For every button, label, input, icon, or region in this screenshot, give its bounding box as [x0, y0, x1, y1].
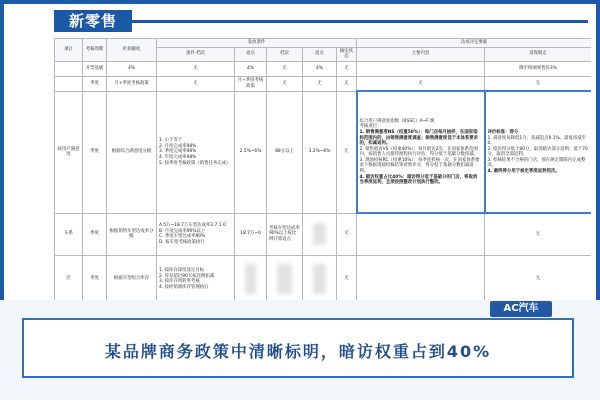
highlighted-limit-cell — [485, 91, 592, 213]
table-row-series — [55, 213, 592, 255]
table-cell: 无 — [357, 76, 485, 91]
table-cell: 月+季度考核政策 — [107, 76, 157, 91]
table-cell: 4% — [107, 61, 157, 76]
table-cell: 无 — [485, 76, 592, 91]
table-cell: 无 — [337, 255, 357, 300]
section-divider — [132, 20, 588, 23]
table-cell: 季度 — [83, 255, 107, 300]
highlighted-policy-cell — [357, 91, 485, 213]
table-cell: 4% — [235, 61, 267, 76]
table-cell: 季度 — [83, 76, 107, 91]
policy-table-container — [54, 38, 591, 300]
table-cell: 月+季度考核政策 — [235, 76, 267, 91]
table-cell: A.5万~18.7万车型达成率3.7:1.0 B. 月度完成率90%以上 C. 季度车型达成率90% D. 按车型考核政策执行 — [157, 213, 235, 255]
table-cell: 3.2%~6% — [303, 91, 337, 213]
header-evaluation: 达成评定要素 — [357, 39, 592, 48]
table-row-store — [55, 255, 592, 300]
table-cell: 2.5%~6% — [235, 91, 267, 213]
table-cell: 无 — [485, 255, 592, 300]
header-discount: 折扣额度 — [107, 39, 157, 62]
caption-box — [22, 318, 574, 378]
blurred-cell — [267, 255, 303, 300]
table-cell: 根据销售车型达成率分级 — [107, 213, 157, 255]
table-cell: 店 — [55, 255, 83, 300]
header-rebate-1: 返点 — [235, 47, 267, 61]
table-cell: 无 — [337, 76, 357, 91]
table-cell: 无 — [485, 213, 592, 255]
policy-table — [54, 38, 591, 300]
table-cell: 无 — [157, 61, 235, 76]
header-limit: 返现限定 — [485, 47, 592, 61]
table-cell: 无 — [157, 76, 235, 91]
table-header-row-1 — [55, 39, 592, 48]
header-item: 项目 — [55, 39, 83, 62]
header-tier: 档次 — [267, 47, 303, 61]
header-main-content: 主要内容 — [357, 47, 485, 61]
table-cell: 1. 小于等于 2. 月度完成率98% 3. 季度完成率98% 4. 年度完成率98% 5. 按季度考核政策（销售任务完成） — [157, 91, 235, 213]
table-cell — [357, 213, 485, 255]
table-cell: 根据车型组合库存 — [107, 255, 157, 300]
limit-title: 评价标准：得分 — [487, 129, 519, 135]
header-conditions: 发放条件 — [157, 39, 357, 48]
limit-item: 4. 最终得分用于核定季度返利档次。 — [487, 169, 560, 175]
redaction-blur — [277, 264, 292, 294]
table-cell: 88分以上 — [267, 91, 303, 213]
brand-logo: AC汽车 — [490, 301, 552, 317]
policy-item: 1. 销售满意度NS（权重50%）：每门店每月抽样，在国家指标范围内的，由销售满意度调查；销售满意度低于本体系要求的，扣减返利。 — [359, 129, 479, 147]
limit-item: 3. 检核结果不合格的门店，须在规定期限内完成整改。 — [487, 157, 586, 169]
table-cell: 18.7万~0 — [235, 213, 267, 255]
table-cell: 车系 — [55, 213, 83, 255]
redaction-blur — [245, 264, 256, 294]
blurred-cell — [303, 255, 337, 300]
table-cell: 无 — [267, 76, 303, 91]
table-cell — [55, 61, 83, 76]
policy-subtitle: 考核项目： — [359, 124, 382, 130]
header-status: 核实状态 — [337, 47, 357, 61]
table-row-satisfaction — [55, 91, 592, 213]
header-period: 考核周期 — [83, 39, 107, 62]
table-cell — [357, 61, 485, 76]
table-cell: 降至终端零售价3% — [485, 61, 592, 76]
table-row — [55, 76, 592, 91]
limit-item: 2. 暗访得分低于80分，取消暗访部分返利；低于70分，取消全部返利。 — [487, 146, 588, 158]
table-cell: 无 — [267, 61, 303, 76]
header-rebate-2: 返点 — [303, 47, 337, 61]
limit-item: 1. 满意度每降低1分，扣减返点0.1%，最低扣减至0。 — [487, 135, 587, 147]
table-cell: 无 — [337, 213, 357, 255]
table-cell: 无 — [337, 61, 357, 76]
section-tag: 新零售 — [54, 10, 132, 32]
policy-item: 3. 现场检核RC（权重10%）：每季度检核一次，在国家体系要求下根据现场检核结果对照评分，得分低于基础分数扣减返利。 — [359, 157, 480, 175]
image-caption: 某品牌商务政策中清晰标明，暗访权重占到40% — [104, 342, 492, 361]
policy-item-secret-shopper: 4. 暗访权重占比40%：暗访得分低于基础分的门店，将取消当季度返利，且须按照整改计划执行整改。 — [359, 174, 478, 186]
table-cell — [55, 76, 83, 91]
blurred-cell — [235, 255, 267, 300]
table-cell: 4% — [303, 61, 337, 76]
redaction-blur — [313, 264, 326, 294]
blurred-cell — [303, 213, 337, 255]
table-cell — [357, 255, 485, 300]
table-cell: 开票基础 — [83, 61, 107, 76]
table-cell: 按用户满意度 — [55, 91, 83, 213]
table-cell: 无 — [337, 91, 357, 213]
table-cell: 考核车型达成率90%以上按比例计算返点 — [267, 213, 303, 255]
table-cell: 无 — [303, 76, 337, 91]
table-row — [55, 61, 592, 76]
table-cell: 根据综合满意度分级 — [107, 91, 157, 213]
header-target: 条件 档次 — [157, 47, 235, 61]
table-cell: 1. 按库存深度设定目标 2. 库存超过90天按比例扣减 3. 按库存周转率考核 4. 按经销商库存管理执行 — [157, 255, 235, 300]
policy-item: 2. 销售暗访VS（权重40%）：每月暗访2次，在国家体系范围内，按销售人员接待流程执行评估，得分低于基础分数扣减。 — [359, 146, 479, 158]
policy-title: 综合用户满意度指数（RSSC）A~F 级 — [359, 118, 435, 124]
table-cell: 季度 — [83, 91, 107, 213]
table-cell: 季度 — [83, 213, 107, 255]
redaction-blur — [313, 223, 326, 245]
